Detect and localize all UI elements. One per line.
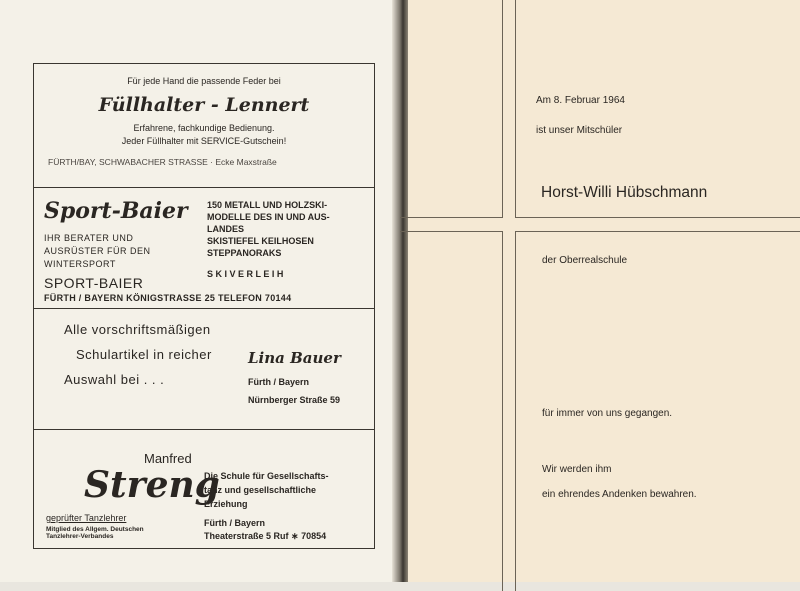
- ad-address: FÜRTH / BAYERN KÖNIGSTRASSE 25 TELEFON 70144: [44, 293, 292, 303]
- ad-lina-bauer: [34, 309, 374, 430]
- memorial-text: Wir werden ihm: [542, 464, 612, 475]
- ad-address: Nürnberger Straße 59: [248, 395, 341, 405]
- ad-logo: Sport-Baier: [44, 198, 188, 224]
- left-page: [0, 0, 398, 582]
- ad-text: Fürth / Bayern: [204, 518, 266, 528]
- ad-text: Erfahrene, fachkundige Bedienung.: [133, 123, 275, 133]
- ad-logo: Füllhalter - Lennert: [98, 94, 310, 116]
- ad-sport-baier: [34, 188, 374, 309]
- memorial-text: für immer von uns gegangen.: [542, 408, 673, 419]
- ad-text: geprüfter Tanzlehrer: [46, 513, 127, 523]
- ad-manfred-streng: [34, 430, 374, 548]
- ad-text: Auswahl bei . . .: [64, 372, 165, 387]
- memorial-text: der Oberrealschule: [542, 255, 628, 266]
- ad-text: IHR BERATER UND AUSRÜSTER FÜR DEN WINTERSPORT: [44, 233, 151, 269]
- ad-text: 150 METALL UND HOLZSKI- MODELLE DES IN UND AUS- LANDES SKISTIEFEL KEILHOSEN STEPPANORAKS: [207, 200, 330, 258]
- ad-text: Fürth / Bayern: [248, 377, 310, 387]
- memorial-text: Am 8. Februar 1964: [536, 95, 625, 106]
- ad-address: Theaterstraße 5 Ruf ∗ 70854: [204, 531, 327, 541]
- ad-text: Alle vorschriftsmäßigen: [64, 322, 211, 337]
- deceased-name: Horst-Willi Hübschmann: [541, 184, 708, 201]
- ad-text: Die Schule für Gesellschafts- tanz und gesellschaftliche Erziehung: [204, 471, 329, 509]
- ad-fuellhalter-lennert: [34, 64, 374, 188]
- memorial-text: ist unser Mitschüler: [536, 125, 623, 136]
- ad-address: FÜRTH/BAY, SCHWABACHER STRASSE · Ecke Maxstraße: [48, 157, 277, 167]
- cross-line: [400, 0, 503, 218]
- ad-text: Manfred: [144, 451, 192, 466]
- cross-line: [400, 231, 503, 591]
- memorial-text: ein ehrendes Andenken bewahren.: [542, 489, 697, 500]
- ad-text: Mitglied des Allgem. Deutschen Tanzlehrer-Verbandes: [46, 526, 144, 540]
- advertisement-box: [33, 63, 375, 549]
- ad-text: S K I V E R L E I H: [207, 269, 284, 279]
- ad-tagline: Für jede Hand die passende Feder bei: [127, 76, 281, 86]
- ad-logo: Streng: [84, 464, 220, 506]
- ad-logo: Lina Bauer: [248, 349, 341, 367]
- ad-text: Schulartikel in reicher: [76, 347, 212, 362]
- ad-text: Jeder Füllhalter mit SERVICE-Gutschein!: [121, 136, 287, 146]
- ad-name: SPORT-BAIER: [44, 275, 144, 291]
- right-page: [408, 0, 800, 582]
